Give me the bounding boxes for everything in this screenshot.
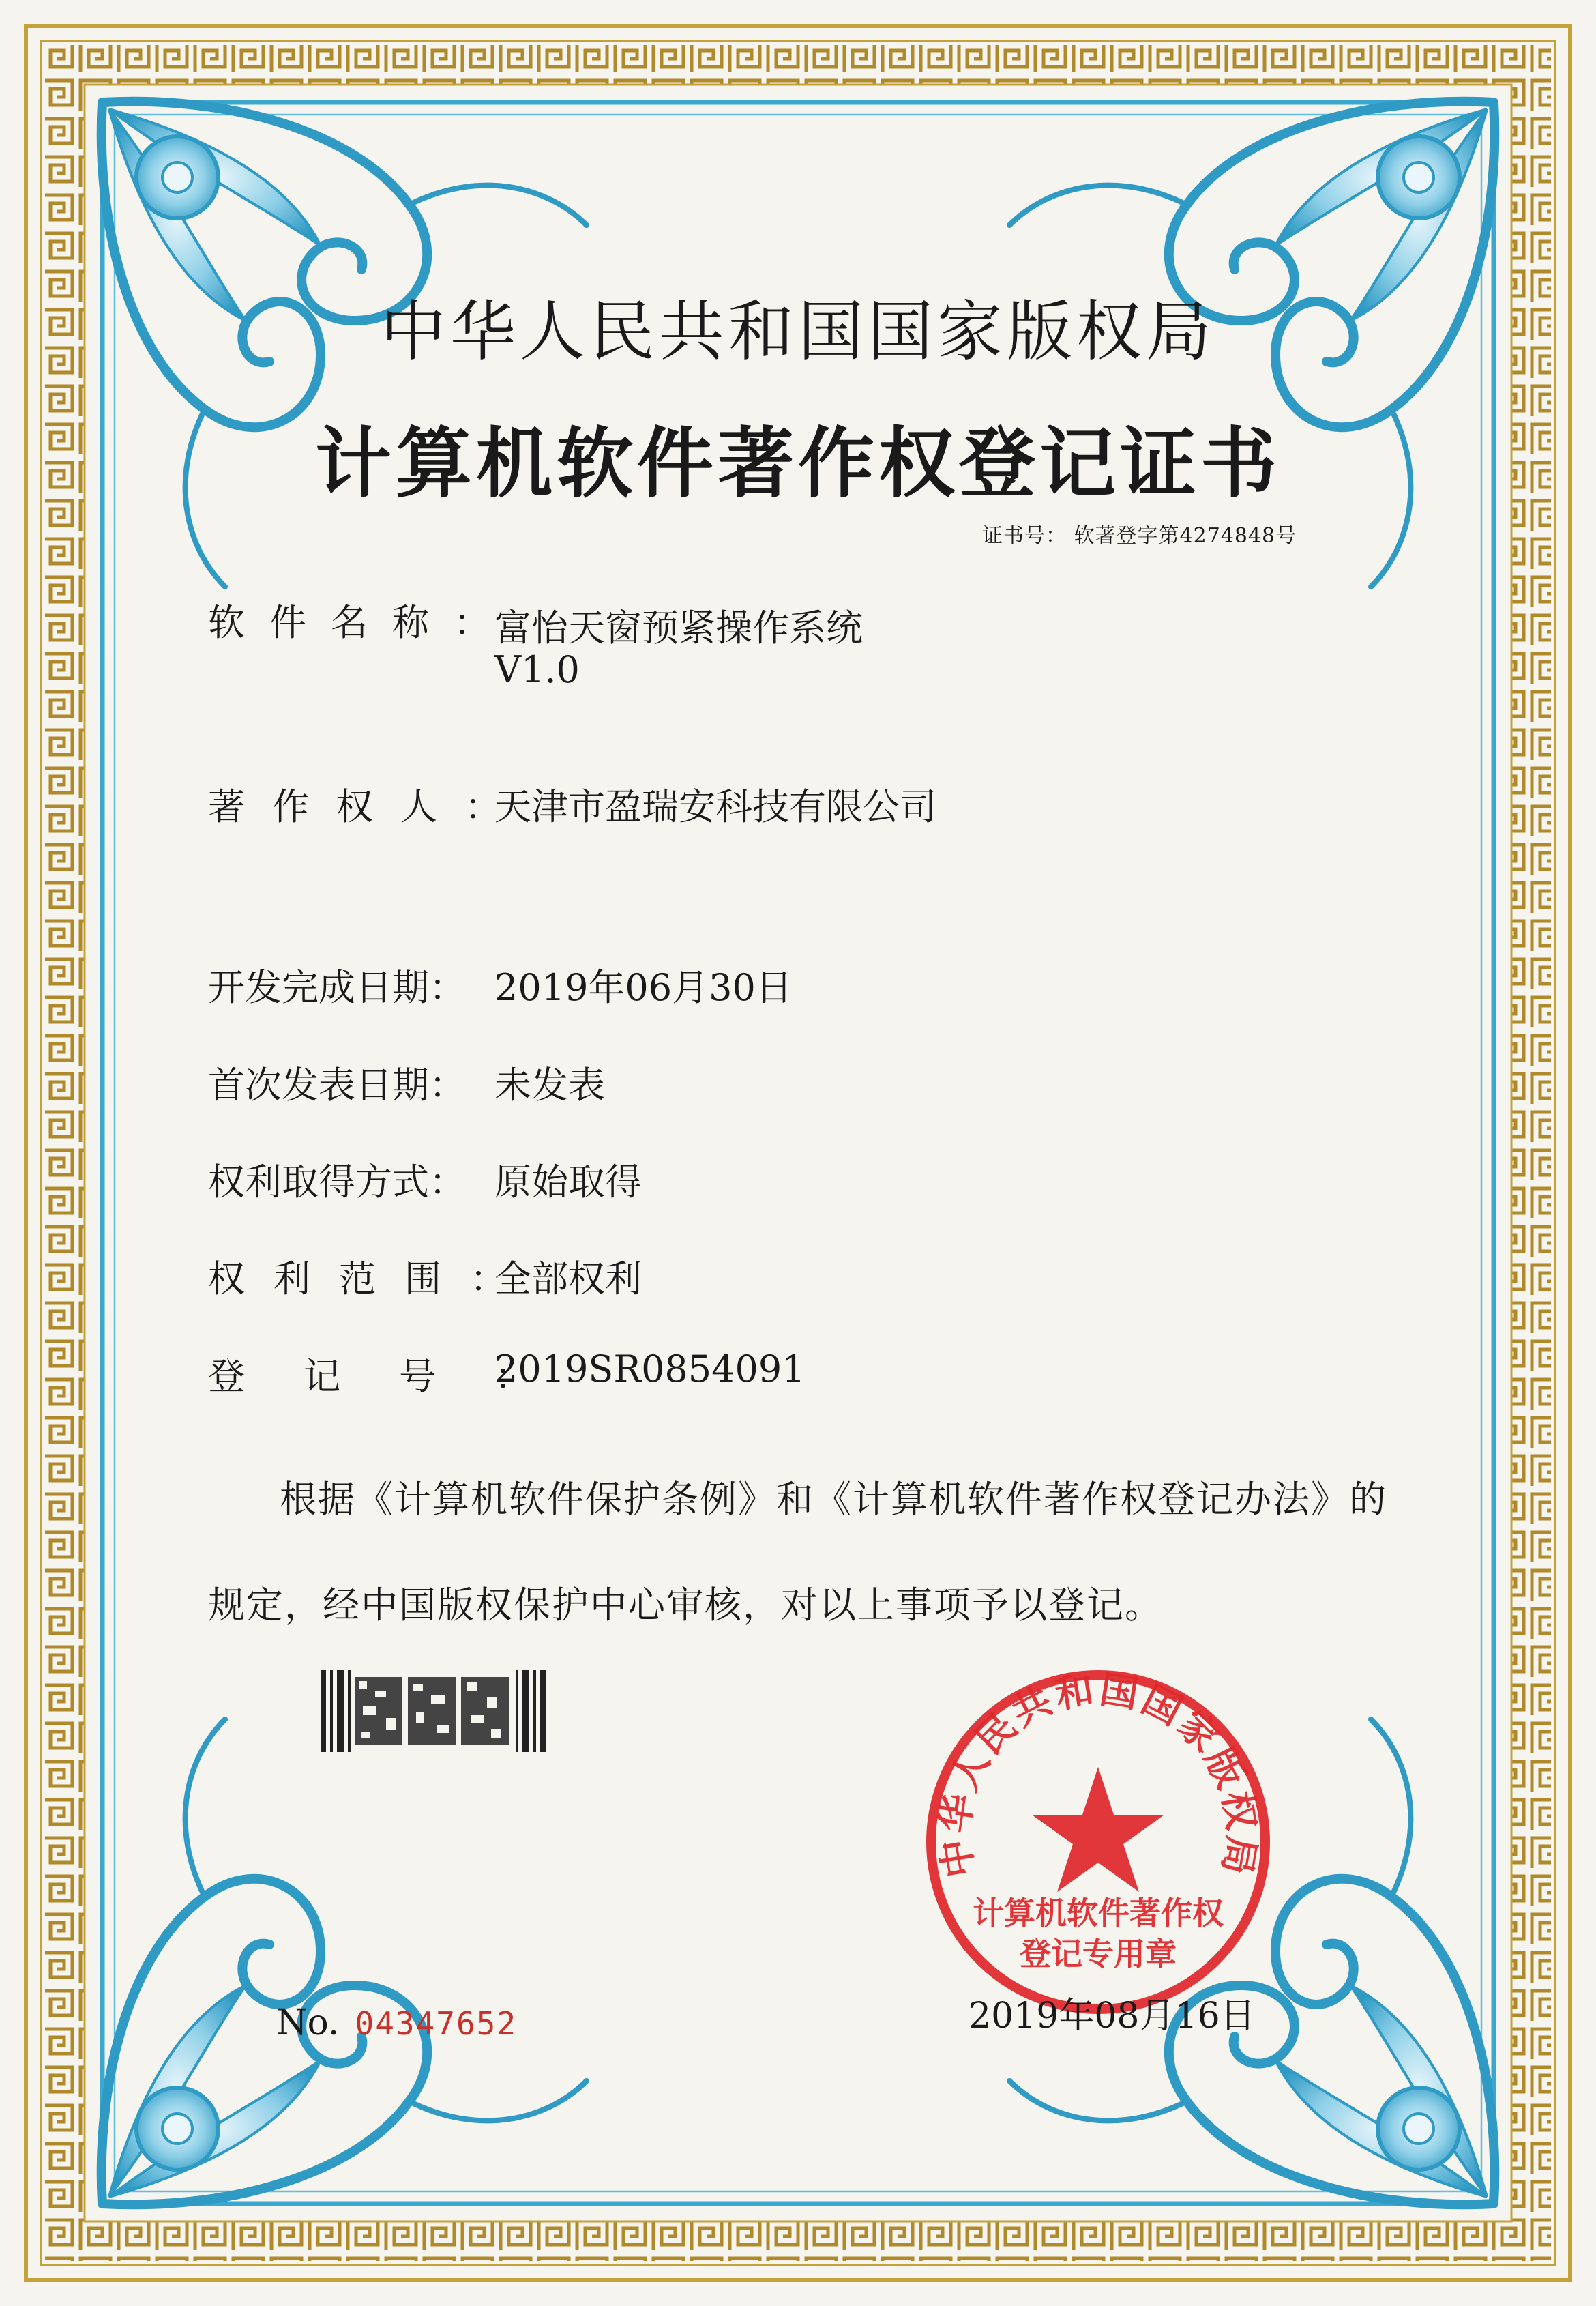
seal-inner-line-2: 登记专用章 — [1020, 1936, 1177, 1972]
software-name-value: 富怡天窗预紧操作系统 — [494, 607, 863, 650]
acquisition-value: 原始取得 — [494, 1161, 642, 1203]
official-seal — [921, 1665, 1275, 2019]
scope-value: 全部权利 — [494, 1257, 642, 1300]
barcode — [321, 1670, 546, 1752]
seal-inner-line-1: 计算机软件著作权 — [973, 1895, 1224, 1931]
acquisition-label: 权利取得方式： — [208, 1161, 466, 1203]
scope-label — [208, 1250, 535, 1302]
statement-line-2: 规定，经中国版权保护中心审核，对以上事项予以登记。 — [208, 1583, 1163, 1626]
statement-line-1: 根据《计算机软件保护条例》和《计算机软件著作权登记办法》的 — [280, 1478, 1387, 1521]
serial-prefix: No. — [276, 2002, 340, 2043]
serial-number-row — [276, 2002, 517, 2043]
owner-value: 天津市盈瑞安科技有限公司 — [494, 785, 936, 828]
software-name-label — [208, 594, 515, 646]
first-publish-value: 未发表 — [494, 1064, 605, 1107]
reg-no-value: 2019SR0854091 — [494, 1347, 806, 1390]
certificate-number: 证书号： 软著登字第4274848号 — [982, 524, 1297, 548]
seal-star-icon — [1032, 1767, 1164, 1892]
certificate-title: 计算机软件著作权登记证书 — [315, 419, 1281, 508]
completion-date-label: 开发完成日期： — [208, 966, 466, 1009]
software-version-value: V1.0 — [494, 648, 580, 691]
seal-ring-text: 中华人民共和国国家版权局 — [932, 1667, 1264, 1881]
scope-label-text: 权利范围： — [208, 1257, 535, 1300]
serial-number: 04347652 — [355, 2005, 518, 2042]
owner-label — [208, 778, 529, 830]
issue-date: 2019年08月16日 — [969, 1996, 1256, 2037]
owner-label-text: 著作权人： — [208, 785, 529, 828]
issuing-authority: 中华人民共和国国家版权局 — [381, 293, 1215, 370]
software-name-label-text: 软件名称： — [208, 601, 515, 644]
first-publish-label: 首次发表日期： — [208, 1064, 466, 1107]
completion-date-value: 2019年06月30日 — [494, 966, 793, 1009]
reg-no-label-text: 登记号： — [208, 1355, 590, 1398]
